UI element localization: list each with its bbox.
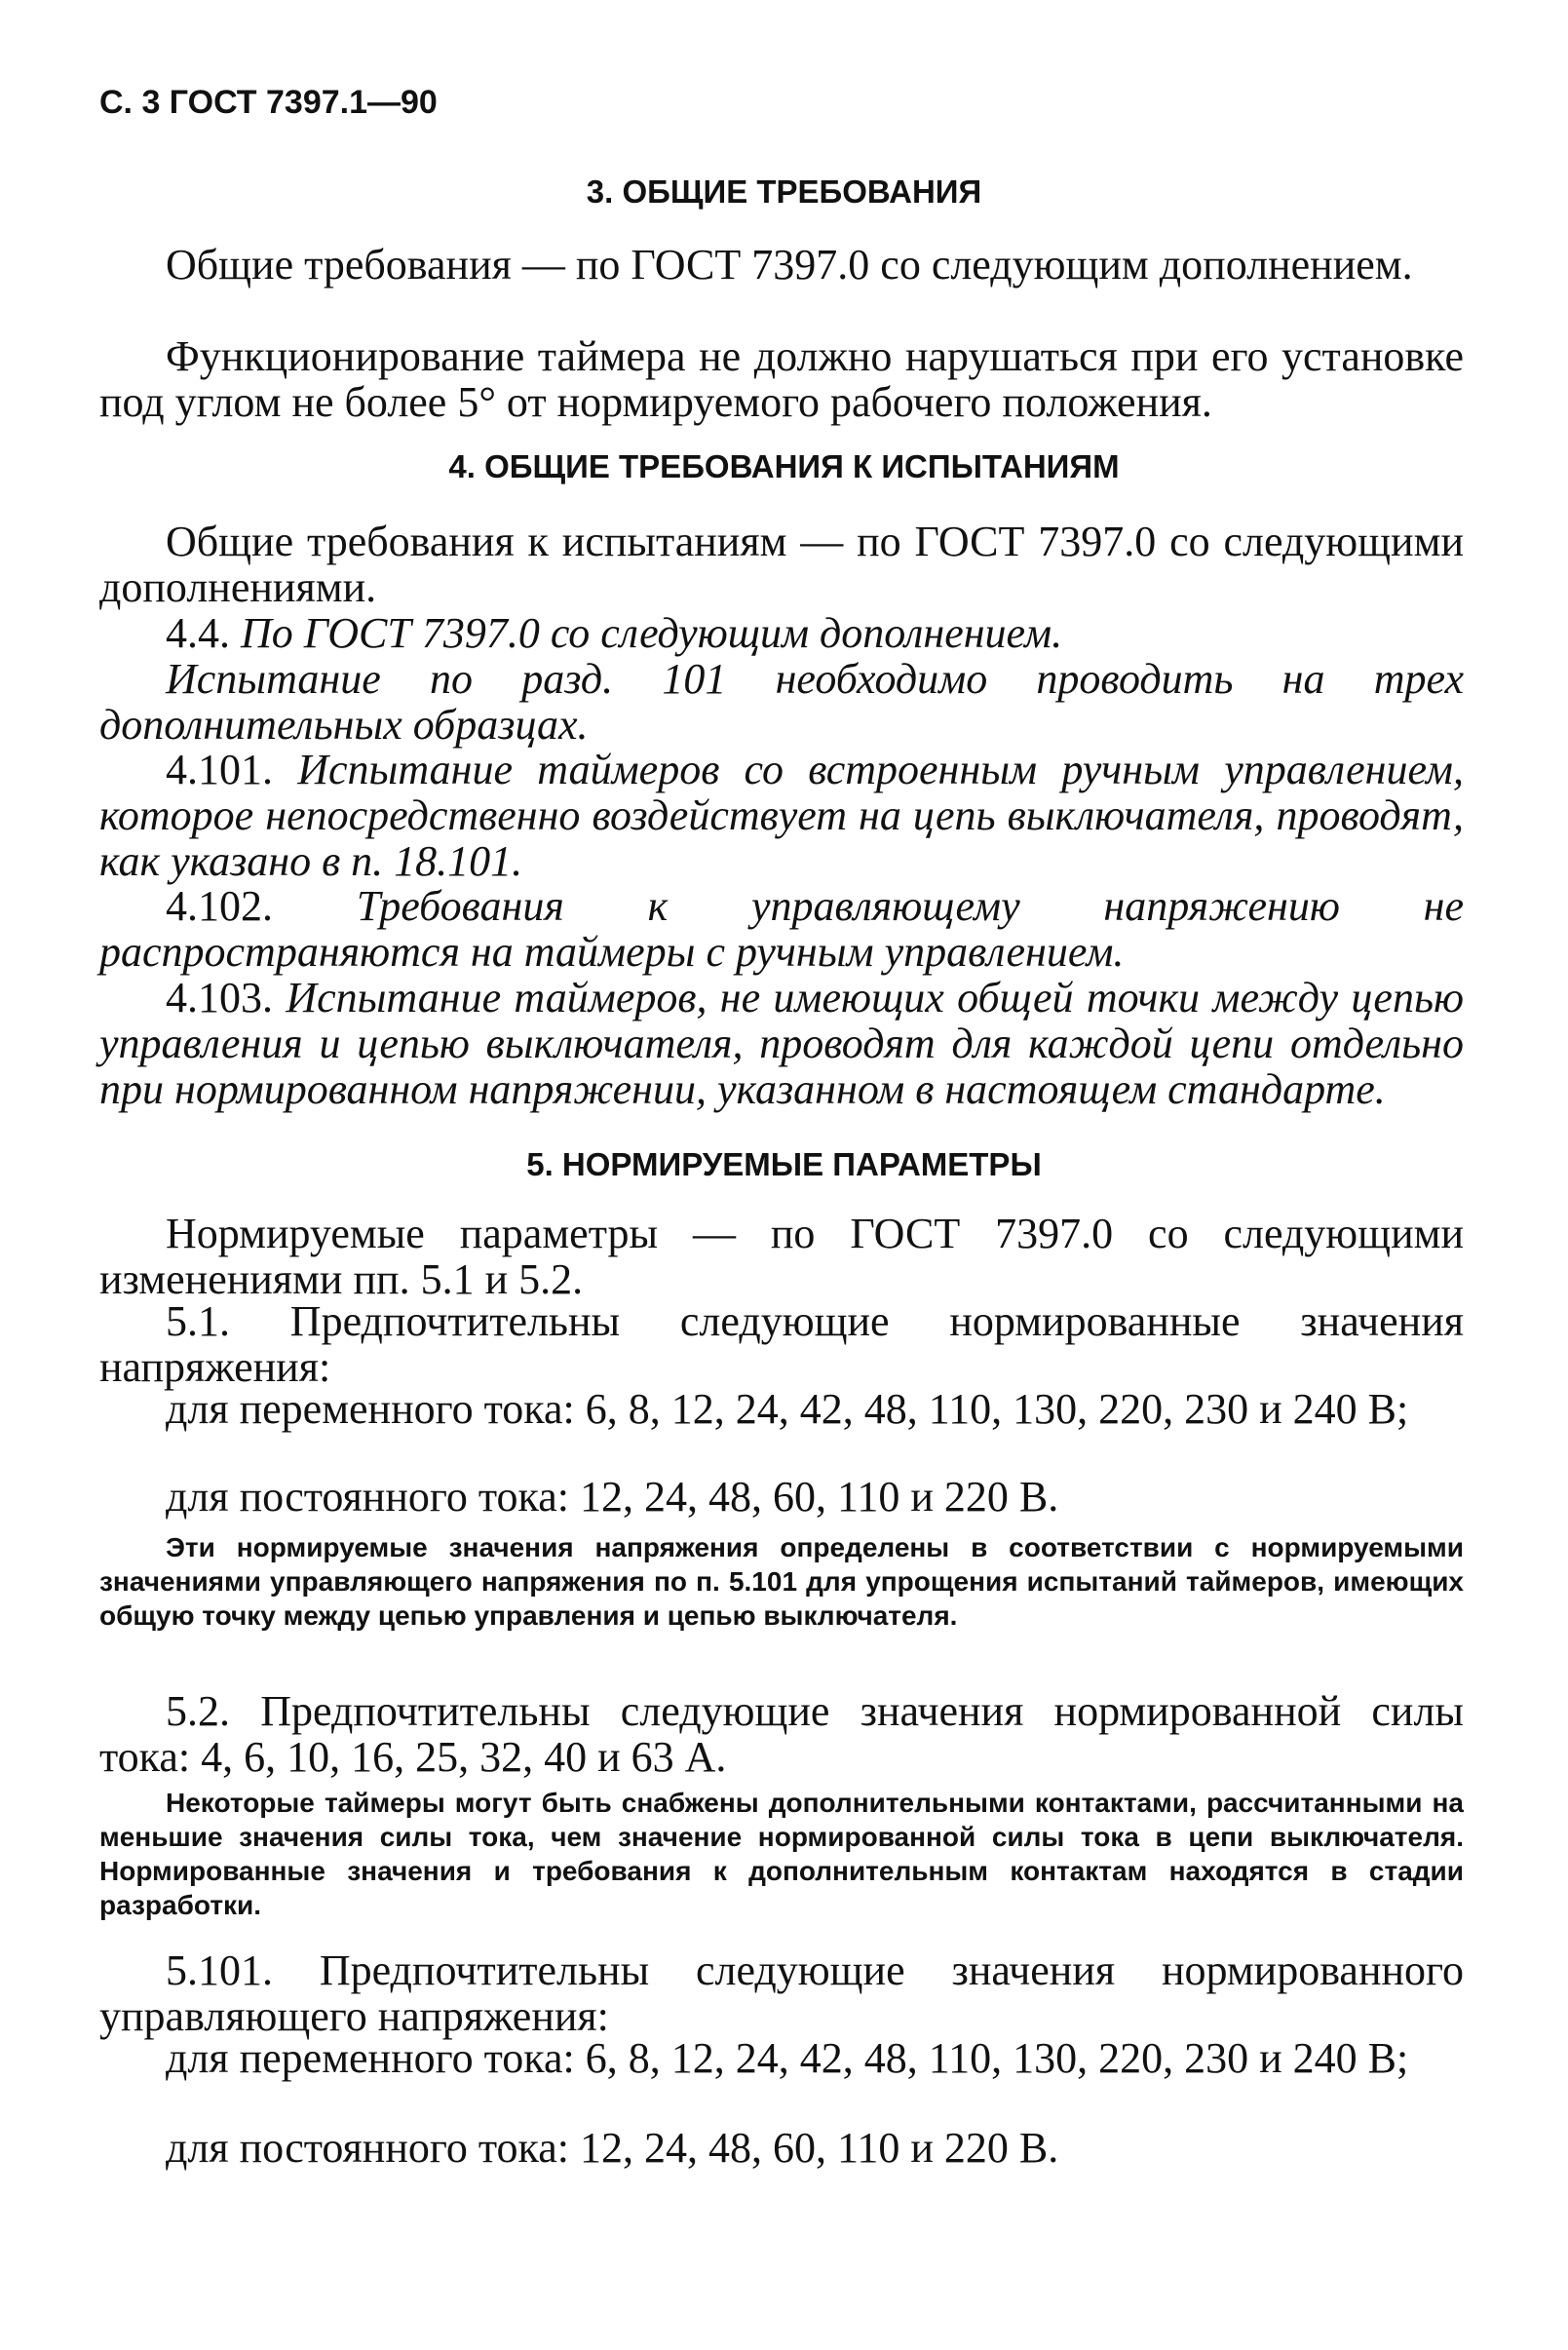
section-4-paragraph-1: Общие требования к испытаниям — по ГОСТ 7397.0 со следующими дополнениями. [99, 518, 1464, 611]
clause-4-102 [99, 883, 1464, 975]
section-4-heading: 4. ОБЩИЕ ТРЕБОВАНИЯ К ИСПЫТАНИЯМ [448, 448, 1120, 484]
section-3-paragraph-2: Функционирование таймера не должно нарушаться при его установке под углом не более 5° от нормируемого рабочего положения. [99, 332, 1464, 426]
clause-5-2: 5.2. Предпочтительны следующие значения нормированной силы тока: 4, 6, 10, 16, 25, 32, 40 и 63 А. [99, 1687, 1464, 1781]
page-header: С. 3 ГОСТ 7397.1—90 [99, 84, 438, 121]
clause-4-4-text: По ГОСТ 7397.0 со следующим дополнением. [241, 609, 1063, 657]
clause-4-4-number: 4.4. [166, 609, 230, 657]
clause-4-102-number: 4.102. [166, 882, 273, 930]
clause-4-102-text: Требования к управляющему напряжению не распространяются на таймеры с ручным управлением. [99, 882, 1465, 976]
clause-4-103 [99, 975, 1464, 1112]
clause-5-1: 5.1. Предпочтительны следующие нормированные значения напряжения: [99, 1297, 1464, 1391]
section-3-paragraph-1: Общие требования — по ГОСТ 7397.0 со следующим дополнением. [166, 241, 1413, 289]
clause-4-103-text: Испытание таймеров, не имеющих общей точки между цепью управления и цепью выключателя, проводят для каждой цепи отдельно при нормированном напряжении, указанном в настоящем стандарте. [99, 974, 1465, 1113]
clause-4-103-number: 4.103. [166, 974, 273, 1021]
clause-4-4-addition: Испытание по разд. 101 необходимо проводить на трех дополнительных образцах. [99, 655, 1464, 749]
clause-4-101-number: 4.101. [166, 746, 273, 793]
clause-4-101 [99, 747, 1464, 884]
clause-5-101-ac-values: для переменного тока: 6, 8, 12, 24, 42, 48, 110, 130, 220, 230 и 240 В; [166, 2034, 1409, 2082]
note-2: Некоторые таймеры могут быть снабжены дополнительными контактами, рассчитанными на меньшие значения силы тока, чем значение нормированной силы тока в цепи выключателя. Нормированные значения и требования к дополнительным контактам находятся в стадии разработки. [99, 1788, 1464, 1920]
clause-5-101: 5.101. Предпочтительны следующие значения нормированного управляющего напряжения: [99, 1946, 1464, 2040]
section-3-heading: 3. ОБЩИЕ ТРЕБОВАНИЯ [586, 173, 982, 210]
clause-5-1-dc-values: для постоянного тока: 12, 24, 48, 60, 110 и 220 В. [166, 1473, 1059, 1521]
clause-5-101-dc-values: для постоянного тока: 12, 24, 48, 60, 110 и 220 В. [166, 2124, 1059, 2172]
note-1: Эти нормируемые значения напряжения определены в соответствии с нормируемыми значениями управляющего напряжения по п. 5.101 для упрощения испытаний таймеров, имеющих общую точку между цепью управления и цепью выключателя. [99, 1532, 1464, 1631]
section-5-paragraph-1: Нормируемые параметры — по ГОСТ 7397.0 со следующими изменениями пп. 5.1 и 5.2. [99, 1210, 1464, 1303]
clause-4-101-text: Испытание таймеров со встроенным ручным управлением, которое непосредственно воздействует на цепь выключателя, проводят, как указано в п. 18.101. [99, 746, 1465, 885]
section-5-heading: 5. НОРМИРУЕМЫЕ ПАРАМЕТРЫ [526, 1146, 1042, 1182]
clause-4-4 [99, 610, 1464, 656]
clause-5-1-ac-values: для переменного тока: 6, 8, 12, 24, 42, 48, 110, 130, 220, 230 и 240 В; [166, 1385, 1409, 1433]
